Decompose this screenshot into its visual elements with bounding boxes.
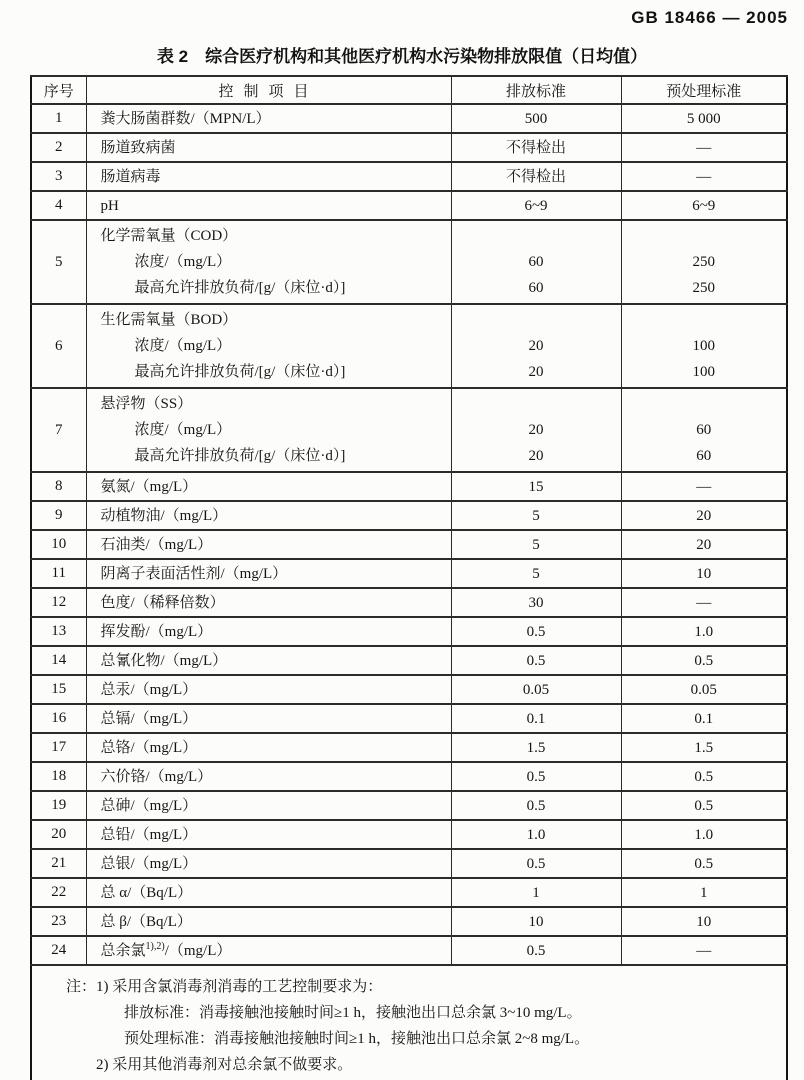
- control-item-cell: [86, 104, 451, 133]
- control-item-cell: [86, 820, 451, 849]
- discharge-standard-cell: [451, 530, 621, 559]
- notes-cell: [31, 965, 787, 1080]
- cell-line: 0.5: [526, 768, 546, 785]
- cell-line: 60: [696, 422, 712, 438]
- pretreatment-standard-cell: [621, 762, 787, 791]
- cell-line: 肠道致病菌: [100, 139, 176, 156]
- table-row: [31, 936, 787, 965]
- cell-line: 0.5: [526, 855, 546, 872]
- row-number-cell: 6: [31, 304, 86, 388]
- discharge-standard-cell: [451, 791, 621, 820]
- col-header-no: 序号: [31, 76, 86, 104]
- control-item-cell: [86, 162, 451, 191]
- cell-line: 粪大肠菌群数/（MPN/L）: [100, 110, 271, 127]
- cell-line: 总铅/（mg/L）: [100, 826, 198, 843]
- discharge-standard-cell: [451, 220, 621, 304]
- cell-line: 6~9: [692, 197, 716, 214]
- cell-line: 总砷/（mg/L）: [100, 797, 198, 814]
- discharge-standard-cell: [451, 675, 621, 704]
- row-number-cell: 1: [31, 104, 86, 133]
- row-number-cell: 10: [31, 530, 86, 559]
- notes-row: [31, 965, 787, 1080]
- cell-line: 挥发酚/（mg/L）: [100, 623, 213, 640]
- cell-line: 不得检出: [505, 168, 566, 185]
- cell-line: 0.5: [694, 797, 714, 814]
- cell-line: 60: [696, 448, 712, 464]
- discharge-standard-cell: [451, 936, 621, 965]
- table-row: [31, 762, 787, 791]
- control-item-cell: [86, 704, 451, 733]
- discharge-standard-cell: [451, 849, 621, 878]
- row-number-cell: 2: [31, 133, 86, 162]
- cell-line: 250: [692, 280, 715, 296]
- discharge-standard-cell: [451, 559, 621, 588]
- cell-line: 0.5: [694, 855, 714, 872]
- cell-line: 60: [528, 254, 544, 270]
- table-row: [31, 304, 787, 388]
- control-item-cell: [86, 191, 451, 220]
- cell-line: 浓度/（mg/L）: [134, 254, 232, 270]
- cell-line: 总镉/（mg/L）: [100, 710, 198, 727]
- cell-line: [622, 223, 787, 249]
- cell-line: 0.1: [526, 710, 546, 727]
- pretreatment-standard-cell: [621, 530, 787, 559]
- discharge-standard-cell: [451, 733, 621, 762]
- row-number-cell: 17: [31, 733, 86, 762]
- cell-line: 15: [528, 478, 544, 495]
- control-item-cell: [86, 133, 451, 162]
- cell-line: [452, 307, 621, 333]
- col-header-pretreatment: 预处理标准: [621, 76, 787, 104]
- pretreatment-standard-cell: [621, 617, 787, 646]
- discharge-standard-cell: [451, 617, 621, 646]
- cell-line: 肠道病毒: [100, 168, 161, 185]
- control-item-cell: [86, 646, 451, 675]
- control-item-cell: [86, 907, 451, 936]
- cell-line: 1.0: [694, 623, 714, 640]
- table-row: [31, 791, 787, 820]
- table-title: 表 2 综合医疗机构和其他医疗机构水污染物排放限值（日均值）: [156, 47, 648, 66]
- cell-line: 250: [692, 254, 715, 270]
- footnote-superscript: 1),2): [145, 940, 165, 952]
- cell-line: 1.0: [694, 826, 714, 843]
- cell-line: 生化需氧量（BOD）: [100, 312, 238, 328]
- row-number-cell: 4: [31, 191, 86, 220]
- row-number-cell: 12: [31, 588, 86, 617]
- cell-line: —: [696, 478, 712, 495]
- pretreatment-standard-cell: [621, 559, 787, 588]
- cell-line: 20: [528, 448, 544, 464]
- cell-line: 0.5: [526, 797, 546, 814]
- discharge-standard-cell: [451, 162, 621, 191]
- table-row: [31, 472, 787, 501]
- pretreatment-standard-cell: [621, 104, 787, 133]
- cell-line: 6~9: [524, 197, 548, 214]
- col-header-item: 控制项目: [86, 76, 451, 104]
- row-number-cell: 22: [31, 878, 86, 907]
- table-row: [31, 907, 787, 936]
- control-item-cell: [86, 530, 451, 559]
- row-number-cell: 3: [31, 162, 86, 191]
- cell-line: 浓度/（mg/L）: [134, 338, 232, 354]
- cell-line: [622, 391, 787, 417]
- cell-line: 六价铬/（mg/L）: [100, 768, 213, 785]
- pretreatment-standard-cell: [621, 820, 787, 849]
- cell-line: 最高允许排放负荷/[g/（床位·d）]: [134, 280, 346, 296]
- discharge-standard-cell: [451, 646, 621, 675]
- table-row: [31, 191, 787, 220]
- table-row: [31, 388, 787, 472]
- table-row: [31, 162, 787, 191]
- control-item-cell: [86, 304, 451, 388]
- cell-line: 总 β/（Bq/L）: [100, 913, 192, 930]
- cell-line: [452, 223, 621, 249]
- pretreatment-standard-cell: [621, 588, 787, 617]
- table-row: [31, 849, 787, 878]
- cell-line: 0.5: [526, 942, 546, 959]
- cell-line: 不得检出: [505, 139, 566, 156]
- discharge-standard-cell: [451, 762, 621, 791]
- cell-line: —: [696, 942, 712, 959]
- row-number-cell: 24: [31, 936, 86, 965]
- discharge-standard-cell: [451, 907, 621, 936]
- cell-line: 100: [692, 338, 715, 354]
- pretreatment-standard-cell: [621, 472, 787, 501]
- cell-line: [452, 391, 621, 417]
- cell-line: 0.1: [694, 710, 714, 727]
- cell-line: 化学需氧量（COD）: [100, 228, 238, 244]
- control-item-cell: [86, 675, 451, 704]
- note-line: 注：1) 采用含氯消毒剂消毒的工艺控制要求为：: [66, 979, 383, 995]
- table-row: [31, 104, 787, 133]
- control-item-cell: [86, 220, 451, 304]
- cell-line: [622, 307, 787, 333]
- cell-line: 浓度/（mg/L）: [134, 422, 232, 438]
- discharge-standard-cell: [451, 104, 621, 133]
- cell-line: 0.05: [522, 681, 550, 698]
- row-number-cell: 16: [31, 704, 86, 733]
- cell-line: 1.5: [526, 739, 546, 756]
- discharge-standard-cell: [451, 388, 621, 472]
- row-number-cell: 19: [31, 791, 86, 820]
- cell-line: 总氰化物/（mg/L）: [100, 652, 228, 669]
- cell-line: 0.5: [526, 623, 546, 640]
- control-item-cell: [86, 501, 451, 530]
- table-row: [31, 559, 787, 588]
- row-number-cell: 20: [31, 820, 86, 849]
- cell-line: 阴离子表面活性剂/（mg/L）: [100, 565, 288, 582]
- cell-line: 0.5: [526, 652, 546, 669]
- cell-line: 20: [696, 507, 712, 524]
- cell-line: 总汞/（mg/L）: [100, 681, 198, 698]
- row-number-cell: 21: [31, 849, 86, 878]
- row-number-cell: 7: [31, 388, 86, 472]
- pretreatment-standard-cell: [621, 907, 787, 936]
- row-number-cell: 14: [31, 646, 86, 675]
- row-number-cell: 13: [31, 617, 86, 646]
- discharge-standard-cell: [451, 501, 621, 530]
- pretreatment-standard-cell: [621, 162, 787, 191]
- cell-line: 1.5: [694, 739, 714, 756]
- cell-line: 动植物油/（mg/L）: [100, 507, 228, 524]
- pretreatment-standard-cell: [621, 646, 787, 675]
- cell-line: 100: [692, 364, 715, 380]
- row-number-cell: 8: [31, 472, 86, 501]
- cell-line: 5: [532, 565, 540, 582]
- note-line: 2) 采用其他消毒剂对总余氯不做要求。: [96, 1057, 353, 1073]
- cell-line: 10: [696, 565, 712, 582]
- discharge-standard-cell: [451, 588, 621, 617]
- control-item-cell: [86, 388, 451, 472]
- pretreatment-standard-cell: [621, 191, 787, 220]
- cell-line: 氨氮/（mg/L）: [100, 478, 198, 495]
- cell-line: pH: [100, 197, 119, 214]
- table-row: [31, 588, 787, 617]
- table-row: [31, 530, 787, 559]
- table-row: [31, 820, 787, 849]
- table-row: [31, 675, 787, 704]
- control-item-cell: [86, 849, 451, 878]
- col-header-discharge: 排放标准: [451, 76, 621, 104]
- pretreatment-standard-cell: [621, 791, 787, 820]
- row-number-cell: 18: [31, 762, 86, 791]
- cell-line: 0.05: [690, 681, 717, 698]
- control-item-cell: [86, 762, 451, 791]
- table-row: [31, 220, 787, 304]
- table-row: [31, 646, 787, 675]
- table-row: [31, 733, 787, 762]
- cell-line: 1: [700, 884, 708, 901]
- control-item-cell: [86, 733, 451, 762]
- cell-line: 20: [528, 364, 544, 380]
- cell-line: 5: [532, 507, 540, 524]
- control-item-cell: [86, 936, 451, 965]
- header-row: [31, 76, 787, 104]
- discharge-standard-cell: [451, 704, 621, 733]
- cell-line: —: [696, 139, 712, 156]
- note-line: 预处理标准：消毒接触池接触时间≥1 h，接触池出口总余氯 2~8 mg/L。: [124, 1031, 590, 1047]
- table-row: [31, 133, 787, 162]
- control-item-cell: [86, 588, 451, 617]
- cell-line: 500: [524, 110, 548, 127]
- table-row: [31, 501, 787, 530]
- cell-line: 最高允许排放负荷/[g/（床位·d）]: [134, 364, 346, 380]
- cell-line: 1.0: [526, 826, 546, 843]
- standard-code: GB 18466 — 2005: [631, 8, 788, 27]
- cell-line: 总铬/（mg/L）: [100, 739, 198, 756]
- discharge-standard-cell: [451, 472, 621, 501]
- pretreatment-standard-cell: [621, 304, 787, 388]
- note-line: 排放标准：消毒接触池接触时间≥1 h，接触池出口总余氯 3~10 mg/L。: [124, 1005, 582, 1021]
- cell-line: 0.5: [694, 652, 714, 669]
- row-number-cell: 9: [31, 501, 86, 530]
- control-item-cell: [86, 617, 451, 646]
- pretreatment-standard-cell: [621, 704, 787, 733]
- row-number-cell: 23: [31, 907, 86, 936]
- cell-line: 20: [696, 536, 712, 553]
- discharge-standard-cell: [451, 133, 621, 162]
- table-row: [31, 617, 787, 646]
- cell-line: 30: [528, 594, 544, 611]
- cell-line: 60: [528, 280, 544, 296]
- control-item-cell: [86, 559, 451, 588]
- cell-line: 20: [528, 422, 544, 438]
- cell-line: —: [696, 168, 712, 185]
- cell-line: 总银/（mg/L）: [100, 855, 198, 872]
- cell-line: —: [696, 594, 712, 611]
- cell-line: 石油类/（mg/L）: [100, 536, 213, 553]
- cell-line: 20: [528, 338, 544, 354]
- discharge-standard-cell: [451, 878, 621, 907]
- cell-line: 10: [528, 913, 544, 930]
- pretreatment-standard-cell: [621, 733, 787, 762]
- pretreatment-standard-cell: [621, 388, 787, 472]
- table-row: [31, 878, 787, 907]
- row-number-cell: 11: [31, 559, 86, 588]
- cell-line: 总余氯$^{1),2)}$/（mg/L）: [100, 940, 232, 959]
- cell-line: 色度/（稀释倍数）: [100, 594, 225, 611]
- row-number-cell: 15: [31, 675, 86, 704]
- pretreatment-standard-cell: [621, 133, 787, 162]
- discharge-standard-cell: [451, 820, 621, 849]
- cell-line: 10: [696, 913, 712, 930]
- discharge-standard-cell: [451, 304, 621, 388]
- pretreatment-standard-cell: [621, 501, 787, 530]
- pretreatment-standard-cell: [621, 849, 787, 878]
- cell-line: 5 000: [686, 110, 721, 127]
- cell-line: 0.5: [694, 768, 714, 785]
- cell-line: 悬浮物（SS）: [100, 396, 193, 412]
- cell-line: 1: [532, 884, 540, 901]
- discharge-standard-cell: [451, 191, 621, 220]
- row-number-cell: 5: [31, 220, 86, 304]
- control-item-cell: [86, 878, 451, 907]
- cell-line: 总 α/（Bq/L）: [100, 884, 193, 901]
- table-row: [31, 704, 787, 733]
- control-item-cell: [86, 472, 451, 501]
- pretreatment-standard-cell: [621, 675, 787, 704]
- pretreatment-standard-cell: [621, 936, 787, 965]
- pretreatment-standard-cell: [621, 220, 787, 304]
- control-item-cell: [86, 791, 451, 820]
- cell-line: 最高允许排放负荷/[g/（床位·d）]: [134, 448, 346, 464]
- cell-line: 5: [532, 536, 540, 553]
- pollutant-limits-table: [30, 75, 788, 1080]
- pretreatment-standard-cell: [621, 878, 787, 907]
